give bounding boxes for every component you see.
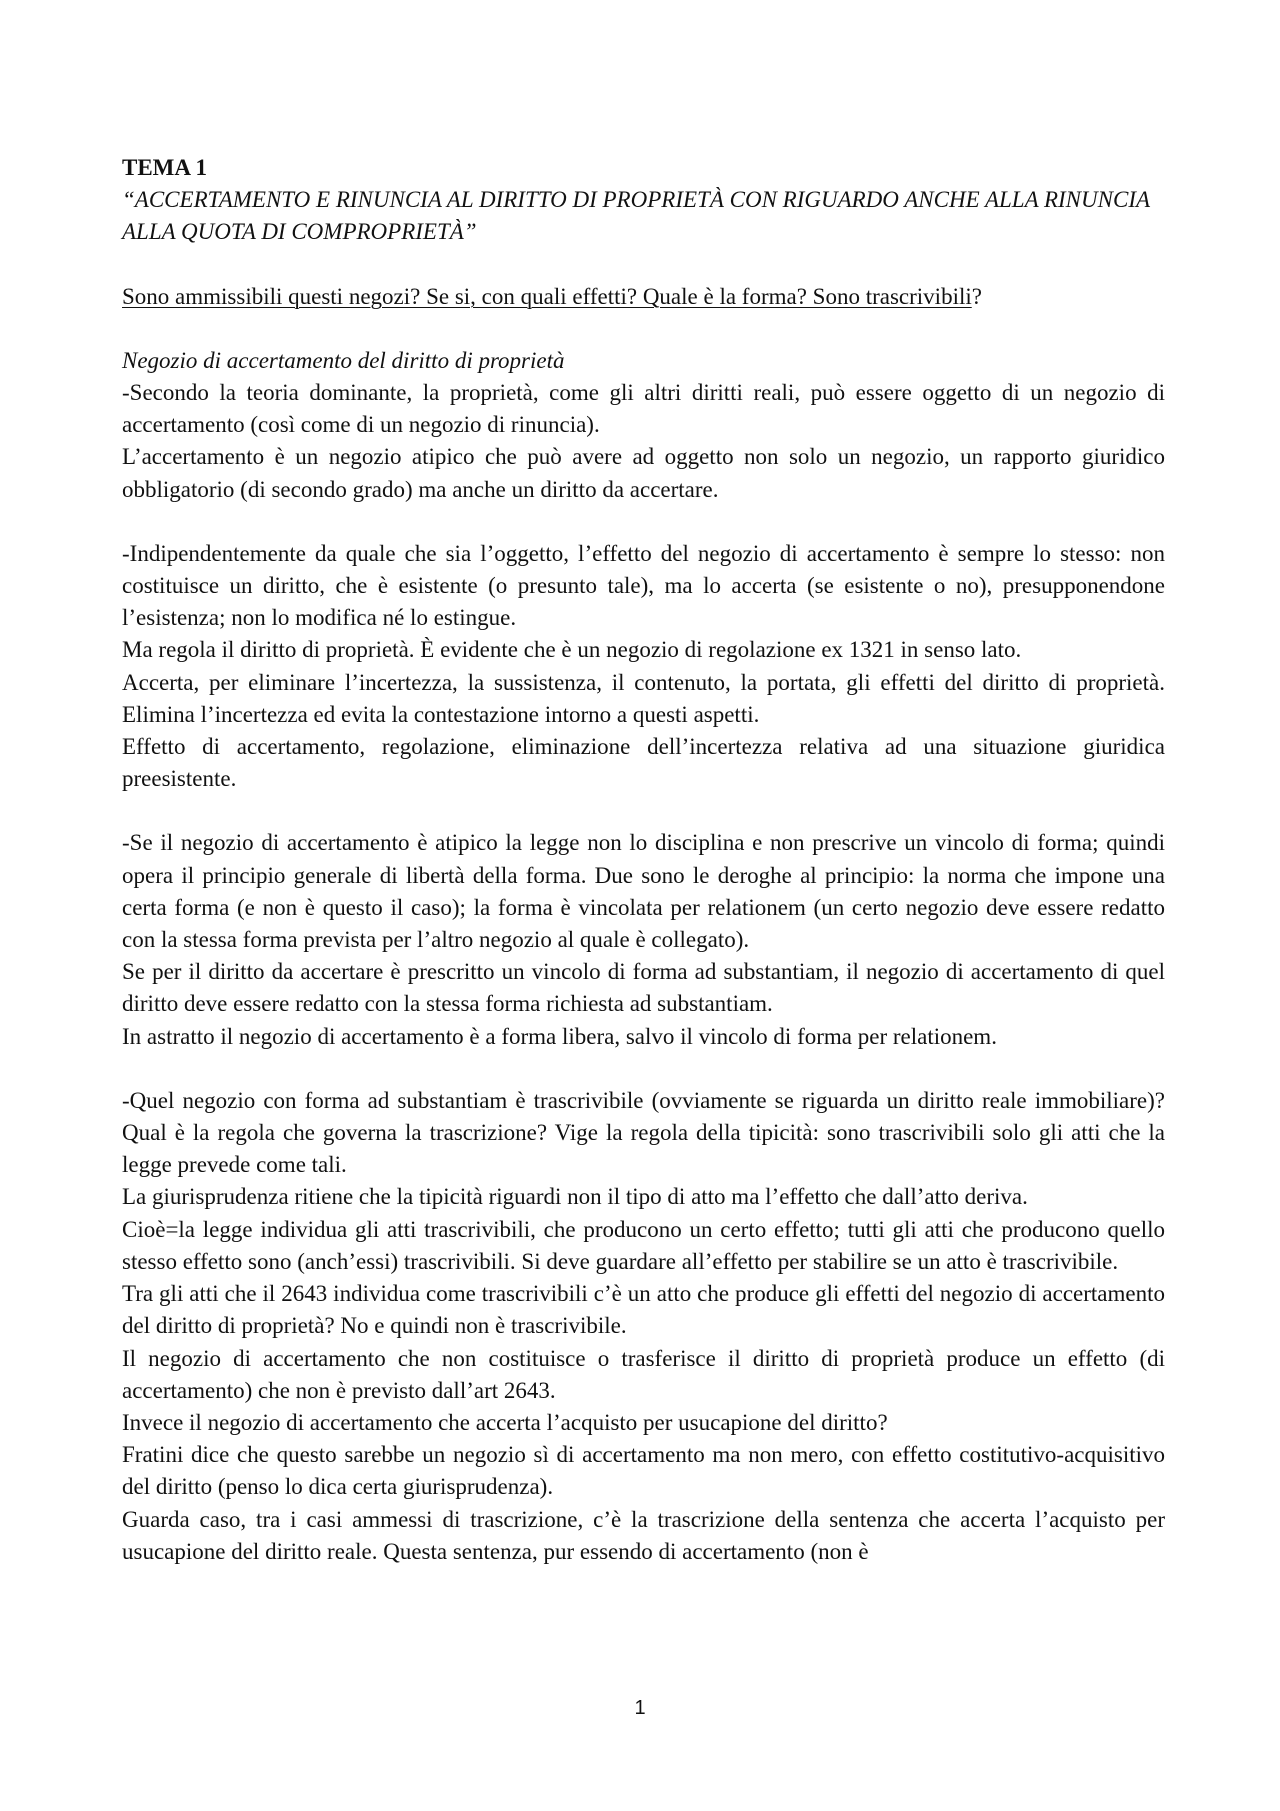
paragraph: La giurisprudenza ritiene che la tipicità riguardi non il tipo di atto ma l’effetto che dall’atto deriva. bbox=[122, 1184, 1028, 1210]
paragraph: -Quel negozio con forma ad substantiam è trascrivibile (ovviamente se riguarda un diritto reale immobiliare)? Qual è la regola che governa la trascrizione? Vige la regola della tipicità: sono trascrivibili solo gli atti che la legge prevede come tali. bbox=[122, 1087, 1165, 1178]
questions-underlined: Sono ammissibili questi negozi? Se si, con quali effetti? Quale è la forma? Sono trascrivibili bbox=[122, 283, 972, 309]
spacer bbox=[122, 795, 1165, 827]
spacer bbox=[122, 313, 1165, 345]
spacer bbox=[122, 249, 1165, 281]
paragraph: Fratini dice che questo sarebbe un negozio sì di accertamento ma non mero, con effetto costitutivo-acquisitivo del diritto (penso lo dica certa giurisprudenza). bbox=[122, 1442, 1165, 1500]
paragraph: -Secondo la teoria dominante, la proprietà, come gli altri diritti reali, può essere oggetto di un negozio di accertamento (così come di un negozio di rinuncia). bbox=[122, 380, 1165, 438]
paragraph: -Indipendentemente da quale che sia l’oggetto, l’effetto del negozio di accertamento è sempre lo stesso: non costituisce un diritto, che è esistente (o presunto tale), ma lo accerta (se esistente o no), presupponendone l’esistenza; non lo modifica né lo estingue. bbox=[122, 540, 1165, 631]
paragraph: Effetto di accertamento, regolazione, eliminazione dell’incertezza relativa ad una situazione giuridica preesistente. bbox=[122, 734, 1165, 792]
paragraph: Ma regola il diritto di proprietà. È evidente che è un negozio di regolazione ex 1321 in senso lato. bbox=[122, 637, 1022, 663]
paragraph: Accerta, per eliminare l’incertezza, la sussistenza, il contenuto, la portata, gli effetti del diritto di proprietà. Elimina l’incertezza ed evita la contestazione intorno a questi aspetti. bbox=[122, 669, 1165, 727]
paragraph: Se per il diritto da accertare è prescritto un vincolo di forma ad substantiam, il negozio di accertamento di quel diritto deve essere redatto con la stessa forma richiesta ad substantiam. bbox=[122, 959, 1165, 1017]
page-number: 1 bbox=[634, 1697, 646, 1719]
paragraph: Il negozio di accertamento che non costituisce o trasferisce il diritto di proprietà produce un effetto (di accertamento) che non è previsto dall’art 2643. bbox=[122, 1345, 1165, 1403]
paragraph: Cioè=la legge individua gli atti trascrivibili, che producono un certo effetto; tutti gli atti che producono quello stesso effetto sono (anch’essi) trascrivibili. Si deve guardare all’effetto per stabilire se un atto è trascrivibile. bbox=[122, 1216, 1165, 1274]
paragraph: -Se il negozio di accertamento è atipico la legge non lo disciplina e non prescrive un vincolo di forma; quindi opera il principio generale di libertà della forma. Due sono le deroghe al principio: la norma che impone una certa forma (e non è questo il caso); la forma è vincolata per relationem (un certo negozio deve essere redatto con la stessa forma prevista per l’altro negozio al quale è collegato). bbox=[122, 830, 1165, 953]
questions-tail: ? bbox=[971, 283, 982, 309]
subheading: Negozio di accertamento del diritto di proprietà bbox=[122, 347, 565, 373]
document-title: “ACCERTAMENTO E RINUNCIA AL DIRITTO DI PROPRIETÀ CON RIGUARDO ANCHE ALLA RINUNCIA ALLA QUOTA DI COMPROPRIETÀ” bbox=[122, 187, 1150, 245]
questions-line bbox=[122, 281, 1165, 313]
paragraph: L’accertamento è un negozio atipico che può avere ad oggetto non solo un negozio, un rapporto giuridico obbligatorio (di secondo grado) ma anche un diritto da accertare. bbox=[122, 444, 1165, 502]
paragraph: Guarda caso, tra i casi ammessi di trascrizione, c’è la trascrizione della sentenza che accerta l’acquisto per usucapione del diritto reale. Questa sentenza, pur essendo di accertamento (non è bbox=[122, 1506, 1165, 1564]
paragraph: In astratto il negozio di accertamento è a forma libera, salvo il vincolo di forma per relationem. bbox=[122, 1023, 997, 1049]
paragraph: Invece il negozio di accertamento che accerta l’acquisto per usucapione del diritto? bbox=[122, 1409, 888, 1435]
spacer bbox=[122, 506, 1165, 538]
section-heading: TEMA 1 bbox=[122, 155, 207, 180]
spacer bbox=[122, 1053, 1165, 1085]
paragraph: Tra gli atti che il 2643 individua come trascrivibili c’è un atto che produce gli effetti del negozio di accertamento del diritto di proprietà? No e quindi non è trascrivibile. bbox=[122, 1281, 1165, 1339]
document-body bbox=[122, 152, 1165, 1568]
